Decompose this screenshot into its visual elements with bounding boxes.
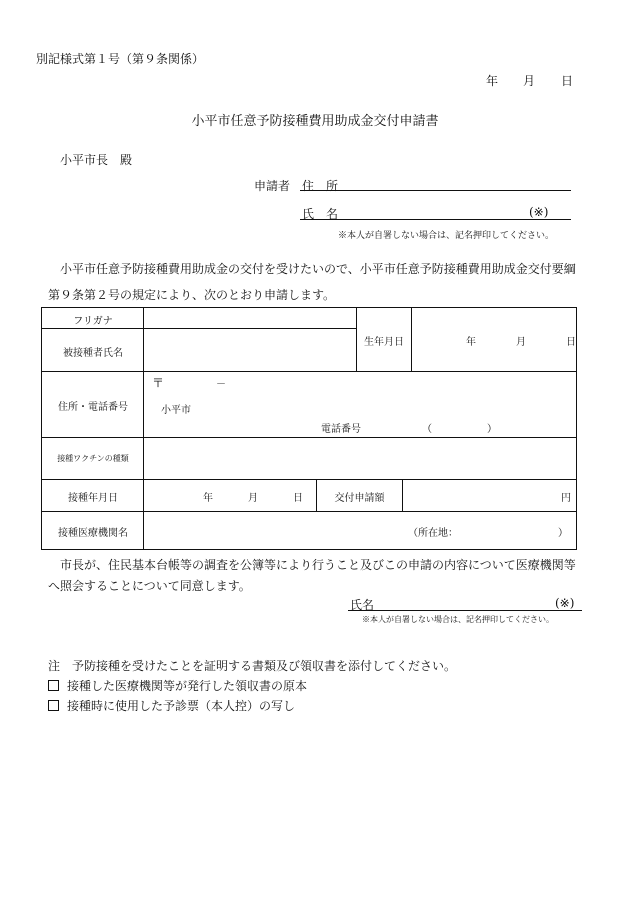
attachment-item — [48, 677, 307, 694]
consent-line-2: へ照会することについて同意します。 — [48, 579, 251, 593]
birth-date-label: 生年月日 — [364, 337, 404, 348]
institution-label: 接種医療機関名 — [58, 528, 128, 539]
attachment-item-label: 接種時に使用した予診票（本人控）の写し — [67, 699, 296, 713]
consent-name-label: 氏名 — [350, 598, 375, 612]
intro-line-2: 第９条第２号の規定により、次のとおり申請します。 — [48, 288, 336, 302]
vac-month-unit: 月 — [248, 493, 258, 504]
phone-open: （ — [422, 424, 432, 435]
institution-field[interactable] — [145, 513, 575, 549]
date-day: 日 — [561, 74, 574, 88]
consent-name-underline — [348, 610, 582, 611]
attachment-item — [48, 697, 295, 714]
address-phone-label: 住所・電話番号 — [58, 402, 128, 413]
applicant-label: 申請者 — [254, 179, 291, 193]
postal-dash: － — [216, 379, 226, 390]
consent-note: ※本人が自署しない場合は、記名押印してください。 — [362, 615, 554, 624]
attachment-item-label: 接種した医療機関等が発行した領収書の原本 — [67, 679, 308, 693]
location-label: （所在地： — [408, 528, 458, 539]
furigana-label: フリガナ — [73, 316, 113, 327]
location-close: ） — [558, 528, 568, 539]
postal-mark: 〒 — [152, 376, 165, 390]
intro-line-1: 小平市任意予防接種費用助成金の交付を受けたいので、小平市任意予防接種費用助成金交付要綱 — [60, 262, 576, 276]
birth-year-unit: 年 — [466, 337, 476, 348]
patient-name-label: 被接種者氏名 — [63, 348, 123, 359]
name-underline — [300, 219, 571, 220]
address-phone-field[interactable] — [145, 373, 575, 436]
date-month: 月 — [523, 74, 536, 88]
consent-seal-mark: (※) — [555, 596, 575, 610]
amount-label: 交付申請額 — [334, 493, 385, 504]
amount-field[interactable] — [404, 481, 554, 510]
vaccine-type-label: 接種ワクチンの種類 — [57, 454, 129, 463]
checkbox-icon[interactable] — [48, 700, 59, 711]
page-title: 小平市任意予防接種費用助成金交付申請書 — [191, 114, 439, 129]
city-name: 小平市 — [161, 405, 191, 416]
date-year: 年 — [486, 74, 499, 88]
vaccine-type-field[interactable] — [145, 439, 575, 478]
checkbox-icon[interactable] — [48, 680, 59, 691]
furigana-field[interactable] — [145, 309, 354, 327]
address-underline — [300, 190, 571, 191]
birth-date-field[interactable] — [413, 309, 575, 370]
applicant-note: ※本人が自署しない場合は、記名押印してください。 — [338, 231, 555, 241]
yen-unit: 円 — [561, 493, 571, 504]
phone-close: ） — [487, 424, 497, 435]
consent-line-1: 市長が、住民基本台帳等の調査を公簿等により行うこと及びこの申請の内容について医療機関等 — [60, 558, 576, 572]
birth-month-unit: 月 — [516, 337, 526, 348]
attachment-note-heading: 注 予防接種を受けたことを証明する書類及び領収書を添付してください。 — [48, 659, 457, 673]
applicant-name-label: 氏 名 — [302, 207, 339, 221]
vac-year-unit: 年 — [203, 493, 213, 504]
vaccination-date-field[interactable] — [145, 481, 315, 510]
form-number: 別記様式第１号（第９条関係） — [36, 52, 205, 66]
vaccination-date-label: 接種年月日 — [68, 493, 118, 504]
birth-day-unit: 日 — [566, 337, 576, 348]
addressee: 小平市長 殿 — [60, 153, 133, 167]
applicant-seal-mark: (※) — [529, 205, 549, 219]
phone-label: 電話番号 — [321, 424, 361, 435]
applicant-address-label: 住 所 — [302, 179, 339, 193]
vac-day-unit: 日 — [293, 493, 303, 504]
patient-name-field[interactable] — [145, 330, 354, 370]
